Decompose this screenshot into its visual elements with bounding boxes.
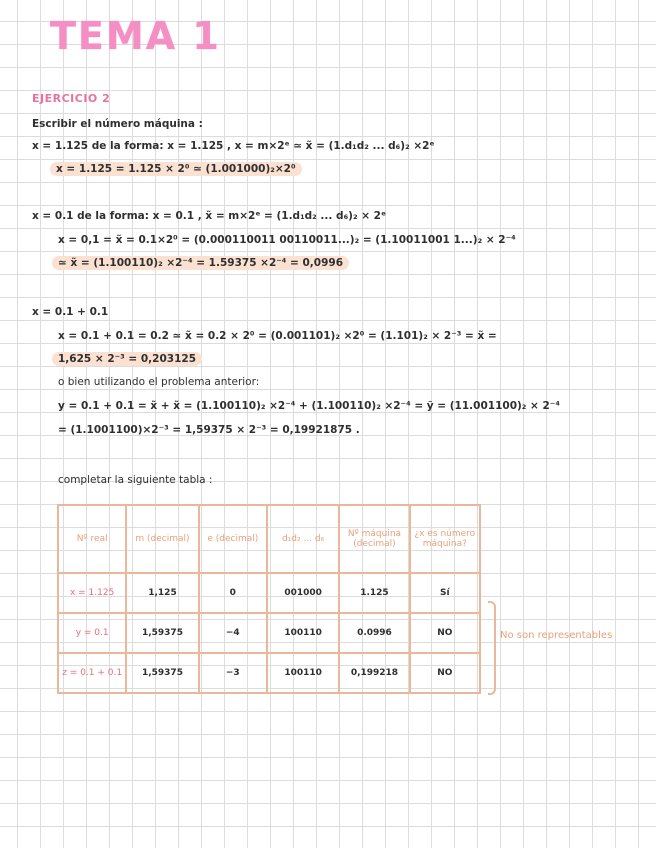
exercise-heading: EJERCICIO 2 — [32, 92, 111, 105]
table-cell: NO — [410, 653, 480, 693]
table-cell: 0.0996 — [339, 613, 409, 653]
line-3: x = 0.1 de la forma: x = 0.1 , x̃ = m×2ᵉ = (1.d₁d₂ ... d₆)₂ × 2ᵉ — [32, 210, 387, 222]
line-5-highlight: ≃ x̃ = (1.100110)₂ ×2⁻⁴ = 1.59375 ×2⁻⁴ = 0,0996 — [52, 256, 349, 270]
bracket-note: No son representables — [500, 630, 613, 641]
line-7: x = 0.1 + 0.1 = 0.2 ≃ x̃ = 0.2 × 2⁰ = (0.001101)₂ ×2⁰ = (1.101)₂ × 2⁻³ = x̃ = — [58, 330, 497, 342]
table-instruction: completar la siguiente tabla : — [58, 474, 213, 486]
header-cell: e (decimal) — [199, 505, 267, 573]
row-label: y = 0.1 — [58, 613, 126, 653]
line-6: x = 0.1 + 0.1 — [32, 306, 109, 318]
line-9: o bien utilizando el problema anterior: — [58, 376, 260, 388]
table-cell: 1,125 — [126, 573, 198, 613]
line-2-highlight: x = 1.125 = 1.125 × 2⁰ ≃ (1.001000)₂×2⁰ — [50, 162, 302, 176]
table-cell: 0,199218 — [339, 653, 409, 693]
table-cell: −4 — [199, 613, 267, 653]
line-11: = (1.1001100)×2⁻³ = 1,59375 × 2⁻³ = 0,19921875 . — [58, 424, 360, 436]
header-cell: ¿x es número máquina? — [410, 505, 480, 573]
table-cell: −3 — [199, 653, 267, 693]
table-cell: 1,59375 — [126, 653, 198, 693]
line-10: y = 0.1 + 0.1 = x̃ + x̃ = (1.100110)₂ ×2⁻⁴ + (1.100110)₂ ×2⁻⁴ = ỹ = (11.001100)₂ × 2⁻⁴ — [58, 400, 560, 412]
line-8-highlight: 1,625 × 2⁻³ = 0,203125 — [52, 352, 202, 366]
header-cell: Nº real — [58, 505, 126, 573]
table-row — [58, 653, 480, 693]
header-cell: Nº máquina (decimal) — [339, 505, 409, 573]
table-header-row — [58, 505, 480, 573]
table-cell: NO — [410, 613, 480, 653]
table-cell: 100110 — [267, 613, 339, 653]
table-row — [58, 573, 480, 613]
table-cell: 001000 — [267, 573, 339, 613]
row-label: z = 0.1 + 0.1 — [58, 653, 126, 693]
line-1: x = 1.125 de la forma: x = 1.125 , x = m×2ᵉ ≃ x̃ = (1.d₁d₂ ... d₆)₂ ×2ᵉ — [32, 140, 435, 152]
instruction-text: Escribir el número máquina : — [32, 118, 203, 130]
table-cell: 1,59375 — [126, 613, 198, 653]
page-title: TEMA 1 — [50, 14, 221, 58]
row-label: x = 1.125 — [58, 573, 126, 613]
table-cell: 0 — [199, 573, 267, 613]
machine-number-table — [57, 504, 481, 694]
table-cell: 100110 — [267, 653, 339, 693]
line-4: x = 0,1 = x̃ = 0.1×2⁰ = (0.000110011 00110011...)₂ = (1.10011001 1...)₂ × 2⁻⁴ — [58, 234, 516, 246]
right-brace — [488, 601, 496, 695]
table-cell: 1.125 — [339, 573, 409, 613]
header-cell: m (decimal) — [126, 505, 198, 573]
table-row — [58, 613, 480, 653]
table-cell: Sí — [410, 573, 480, 613]
header-cell: d₁d₂ ... d₆ — [267, 505, 339, 573]
